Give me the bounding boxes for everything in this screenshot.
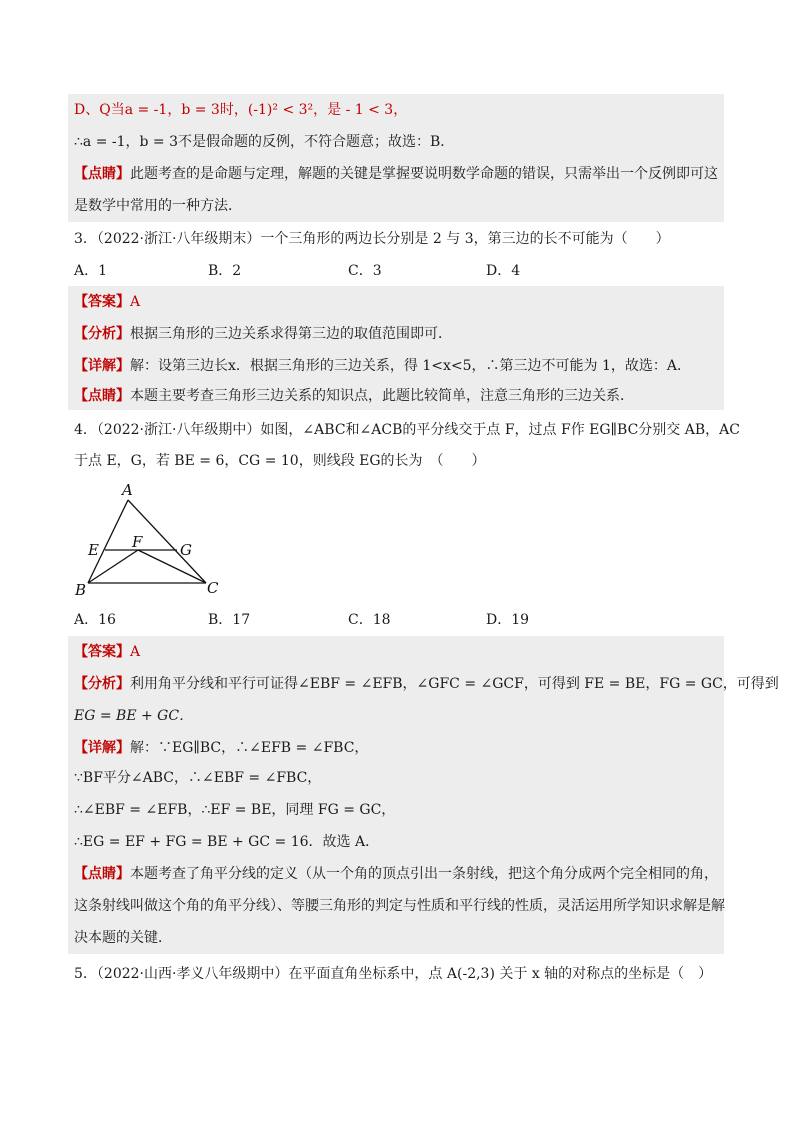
q3-analysis bbox=[74, 324, 452, 344]
q3-comment bbox=[74, 386, 634, 406]
q4-comment-end: 决本题的关键． bbox=[74, 930, 172, 946]
q4-option-a: A．16 bbox=[74, 612, 116, 628]
q4-option-b: B．17 bbox=[208, 612, 251, 628]
q3-answer bbox=[74, 292, 140, 312]
comment-text: 此题考查的是命题与定理，解题的关键是掌握要说明数学命题的错误，只需举出一个反例即可这 bbox=[130, 166, 718, 182]
detail-text: 解：∵EG∥BC，∴∠EFB = ∠FBC， bbox=[130, 740, 369, 756]
answer-value: A bbox=[130, 644, 141, 660]
answer-tag: 【答案】 bbox=[74, 294, 130, 310]
label-a: A bbox=[122, 481, 133, 499]
comment-text: 本题主要考查三角形三边关系的知识点，此题比较简单，注意三角形的三边关系． bbox=[130, 388, 634, 404]
question-3-stem: 3．（2022·浙江·八年级期末）一个三角形的两边长分别是 2 与 3，第三边的长不可能为（ ） bbox=[74, 231, 670, 247]
detail-tag: 【详解】 bbox=[74, 358, 130, 374]
comment-text: 本题考查了角平分线的定义（从一个角的顶点引出一条射线，把这个角分成两个完全相同的角， bbox=[130, 866, 718, 882]
label-c: C bbox=[207, 579, 219, 597]
q4-analysis-continued: EG = BE + GC． bbox=[74, 708, 194, 724]
q4-option-d: D．19 bbox=[486, 612, 530, 628]
analysis-text: 根据三角形的三边关系求得第三边的取值范围即可． bbox=[130, 326, 452, 342]
q3-option-c: C．3 bbox=[348, 263, 382, 279]
q4-detail bbox=[74, 738, 368, 758]
q4-option-c: C．18 bbox=[348, 612, 391, 628]
detail-tag: 【详解】 bbox=[74, 740, 130, 756]
q3-option-b: B．2 bbox=[208, 263, 242, 279]
q4-comment-continued: 这条射线叫做这个角的角平分线）、等腰三角形的判定与性质和平行线的性质，灵活运用所学知识求解是解 bbox=[74, 898, 725, 914]
comment-line-continued: 是数学中常用的一种方法． bbox=[74, 198, 242, 214]
comment-tag: 【点睛】 bbox=[74, 166, 130, 182]
analysis-tag: 【分析】 bbox=[74, 676, 130, 692]
segment-cf bbox=[138, 550, 206, 583]
q4-analysis bbox=[74, 674, 779, 694]
comment-tag: 【点睛】 bbox=[74, 866, 130, 882]
answer-value: A bbox=[130, 294, 141, 310]
comment-tag: 【点睛】 bbox=[74, 388, 130, 404]
triangle-figure bbox=[74, 480, 234, 600]
q4-detail-step-2: ∵BF平分∠ABC，∴∠EBF = ∠FBC， bbox=[74, 770, 322, 786]
conclusion-line: ∴a = -1，b = 3不是假命题的反例，不符合题意；故选：B． bbox=[74, 134, 455, 150]
q4-detail-step-4: ∴EG = EF + FG = BE + GC = 16．故选 A． bbox=[74, 834, 380, 850]
label-f: F bbox=[132, 533, 143, 551]
q3-detail bbox=[74, 356, 691, 376]
answer-tag: 【答案】 bbox=[74, 644, 130, 660]
option-d-explanation: D、Q当a = -1，b = 3时，(-1)² < 3²，是 - 1 < 3， bbox=[74, 102, 408, 118]
analysis-text: 利用角平分线和平行可证得∠EBF = ∠EFB，∠GFC = ∠GCF，可得到 FE = BE，FG = GC，可得到 bbox=[130, 676, 779, 692]
q3-option-a: A．1 bbox=[74, 263, 108, 279]
q3-option-d: D．4 bbox=[486, 263, 521, 279]
question-4-stem-continued: 于点 E，G，若 BE = 6，CG = 10，则线段 EG的长为 （ ） bbox=[74, 453, 486, 469]
q4-comment bbox=[74, 864, 718, 884]
label-e: E bbox=[88, 541, 99, 559]
comment-line bbox=[74, 164, 718, 184]
detail-text: 解：设第三边长x．根据三角形的三边关系，得 1<x<5，∴第三边不可能为 1，故选：A． bbox=[130, 358, 691, 374]
analysis-tag: 【分析】 bbox=[74, 326, 130, 342]
label-b: B bbox=[75, 581, 87, 599]
q4-detail-step-3: ∴∠EBF = ∠EFB，∴EF = BE，同理 FG = GC， bbox=[74, 802, 396, 818]
question-5-stem: 5．（2022·山西·孝义八年级期中）在平面直角坐标系中，点 A(-2,3) 关于 x 轴的对称点的坐标是（ ） bbox=[74, 966, 713, 982]
q4-answer bbox=[74, 642, 140, 662]
question-4-stem: 4．（2022·浙江·八年级期中）如图，∠ABC和∠ACB的平分线交于点 F，过点 F作 EG∥BC分别交 AB，AC bbox=[74, 422, 740, 438]
label-g: G bbox=[180, 541, 192, 559]
